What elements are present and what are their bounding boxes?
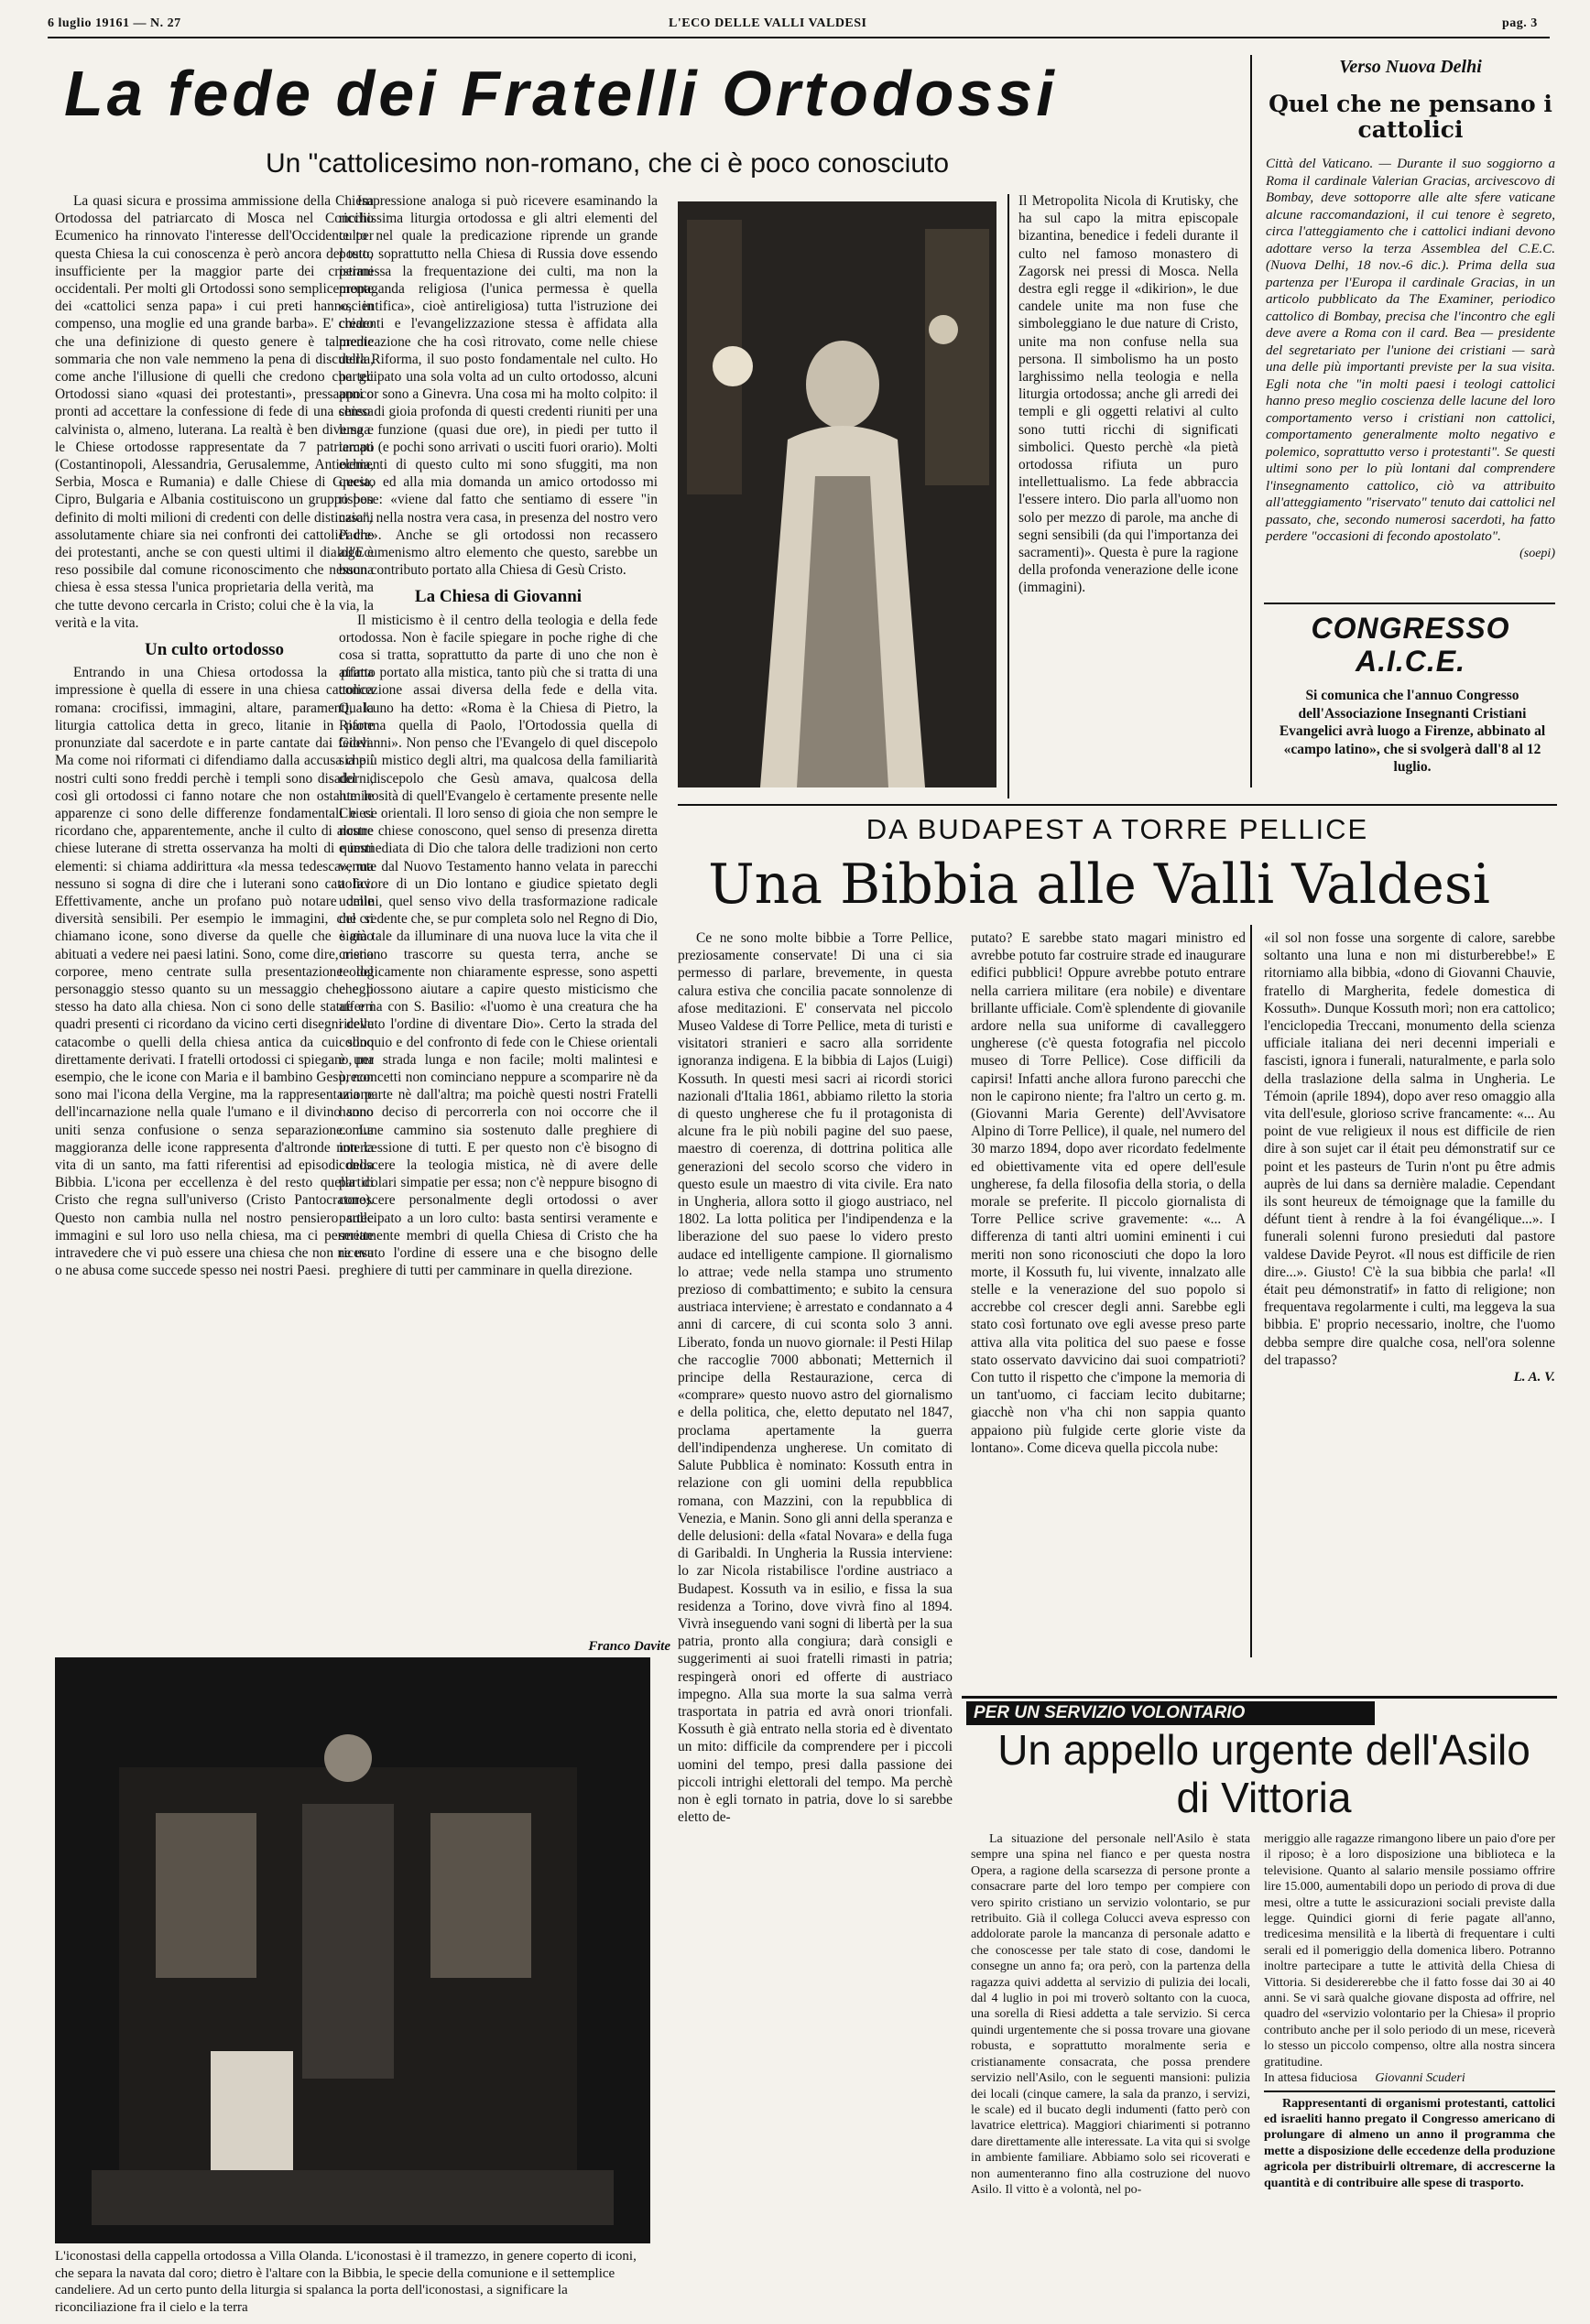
- author-signature: Giovanni Scuderi: [1375, 2071, 1465, 2086]
- article3-title: Un appello urgente dell'Asilo di Vittoria: [997, 1726, 1530, 1821]
- column-divider: [1250, 925, 1252, 1657]
- paragraph: La situazione del personale nell'Asilo è stata sempre una spina nel fianco e per questa nostra Opera, a ragione della scarsezza di persone pronte a consacrare parte del loro tempo per compiere con vero spirito cristiano un servizio volontario, se pur retribuito. Già il collega Colucci aveva espresso con addolorate parole la mancanza di personale adatto e che conoscesse per tale stato di cose, dandomi le consegne un anno fa; ora però, con la partenza della ragazza quivi addetta al servizio di pulizia dei locali, dal 4 luglio in poi mi troverò soltanto con la cuoca, una sorella di Riesi addetta a tale servizio. Si cerca quindi urgentemente che si possa trovare una giovane robusta, e soprattutto moralmente seria e cristianamente consacrata, che possa prendere servizio nell'Asilo, con le seguenti mansioni: pulizia dei locali (cinque camere, la sala da pranzo, i servizi, le scale) ed il bucato degli indumenti (fatto però con lavatrice elettrica). Maggiori chiarimenti si potranno dare direttamente alle interessate. La vita qui si svolge in ambiente familiare. Abbiamo solo sei ricoverati e non aumenteranno fino alla costruzione del nuovo Asilo. Il vitto è a volontà, nel po-: [971, 1832, 1250, 2197]
- metropolitan-image: [678, 201, 996, 787]
- author-signature: Franco Davite: [588, 1639, 670, 1654]
- iconostasis-photo: [55, 1657, 650, 2243]
- column-divider: [1007, 194, 1009, 798]
- paragraph: Ce ne sono molte bibbie a Torre Pellice, preziosamente conservate! Di una ci sia permesso di parlare, brevemente, in questa calura estiva che concilia pacate sonnolenze di afose meditazioni. E' conservata nel piccolo Museo Valdese di Torre Pellice, meta di turisti e visitatori stranieri e sacro alla sorridente ignoranza indigena. E la bibbia di Lajos (Luigi) Kossuth. In questi mesi sacri ai ricordi storici nazionali d'Italia 1861, abbiamo riletto la storia di questo ungherese che fu il protagonista di alcune fra le più nobili pagine del suo paese, maestro di coerenza, di dottrina politica alle generazioni del secolo scorso che videro in questo esule un maestro di vita civile. Era nato in Ungheria, allora sotto il giogo austriaco, nel 1802. La lotta politica per l'indipendenza e la liberazione del suo paese lo videro presto audace ed intelligente campione. Il giornalismo lo attrae; vede nella stampa uno strumento prezioso di combattimento; e subito la censura austriaca interviene; è arrestato e condannato a 4 anni di carcere, di cui sconta solo 3 anni. Liberato, fonda un nuovo giornale: il Pesti Hilap che raccoglie 7000 abbonati; Metternich il principe della Restaurazione, cerca di «comprare» questo nuovo astro del giornalismo e della politica, che, eletto deputato nel 1847, proclama apertamente la guerra dell'indipendenza ungherese. Un comitato di Salute Pubblica è nominato: Kossuth entra in relazione con gli uomini della repubblica romana, con Mazzini, con la repubblica di Venezia, e Manin. Sono gli anni della speranza e delle delusioni: della «fatal Novara» e della fuga di Garibaldi. In Ungheria la Russia interviene: lo zar Nicola ristabilisce l'ordine austriaco a Budapest. Kossuth va in esilio, e fissa la sua residenza a Torino, dove vivrà fino al 1894. Vivrà inseguendo vani sogni di libertà per la sua patria, pronto alla congiura; darà consigli e suggerimenti ai suoi fratelli rimasti in patria; respingerà onori ed offerte di austriaco impegno. Alla sua morte la sua salma verrà trasportata in patria ed avrà onori trionfali. Kossuth è già entrato nella storia ed è diventato un mito: difficile da comprendere per i piccoli uomini del tempo, presi dalla passione dei piccoli intrighi elettorali del tempo. Ma perchè non è egli tornato in patria, dove lo si sarebbe eletto de-: [678, 930, 953, 1826]
- section-rule: [678, 804, 1557, 806]
- iconostasis-caption: L'iconostasi della cappella ortodossa a Villa Olanda. L'iconostasi è il tramezzo, in genere coperto di iconi, che separa la navata dal coro; dietro è l'altare con la Bibbia, le specie della comunione e il settemplice candeliere. Ad un certo punto della liturgia si spalanca la porta dell'iconostasi, a significare la riconciliazione fra il cielo e la terra: [55, 2249, 637, 2315]
- section-heading: Un culto ortodosso: [144, 640, 284, 660]
- author-signature: L. A. V.: [1513, 1370, 1555, 1385]
- section-heading: La Chiesa di Giovanni: [414, 587, 583, 607]
- article3-kicker: PER UN SERVIZIO VOLONTARIO: [966, 1701, 1375, 1725]
- paragraph: Città del Vaticano. — Durante il suo soggiorno a Roma il cardinale Valerian Gracias, arcivescovo di Bombay, deve sottoporre alle alte sfere vaticane alcune raccomandazioni, il cui tenore è segreto, circa l'atteggiamento che i cattolici indiani devono adottare verso la terza Assemblea del C.E.C. (Nuova Delhi, 18 nov.-6 dic.). Prima della sua partenza per l'Europa il cardinale Gracias, in un articolo pubblicato da The Examiner, periodico cattolico di Bombay, precisa che l'incontro che egli deve avere a Roma con il card. Bea — presidente del segretariato per l'unione dei cristiani — sarà una delle più importanti previste per la sua visita. Egli nota che "in molti paesi i teologi cattolici hanno preso meglio coscienza delle lacune del loro comportamento verso i cristiani non cattolici, comportamento generalmente molto negativo e polemico, soprattutto verso i protestanti". Se questi ultimi sono per lo più lontani dal comprendere l'insegnamento cattolico, ciò va attribuito all'atteggiamento "riservato" tenuto dai cattolici nel passato, che, secondo numerosi sacerdoti, ha fatto perdere "occasioni di fecondo apostolato".: [1266, 157, 1555, 544]
- article2-kicker: DA BUDAPEST A TORRE PELLICE: [866, 813, 1369, 845]
- paragraph: Il Metropolita Nicola di Krutisky, che ha sul capo la mitra episcopale bizantina, benedice i fedeli durante il culto nel famoso monastero di Zagorsk nei pressi di Mosca. Nella destra egli regge il «dikirion», le due candele unite ma non fuse che simboleggiano le due nature di Cristo, unite ma non confuse nella sua persona. Il simbolismo ha un posto larghissimo nella teologia e nella liturgia ortodossa; anche gli arredi dei templi e gli oggetti relativi al culto sono tutti ricchi di significati simbolici. Questo perchè «la pietà ortodossa rifiuta un puro intellettualismo. La fede abbraccia l'essere intero. Dio parla all'uomo non solo per mezzo di parole, ma anche di segni sensibili (da qui l'importanza dei sacramenti)». Questa è pure la ragione della profonda venerazione delle icone (immagini).: [1018, 193, 1238, 596]
- closing-line: [1264, 2070, 1555, 2086]
- paragraph: meriggio alle ragazze rimangono libere un paio d'ore per il riposo; è a loro disposizione una biblioteca e la televisione. Quanto al salario mensile possiamo offrire lire 15.000, aumentabili dopo un periodo di prova di due mesi, oltre a tutte le assicurazioni sociali previste dalla legge. Quindici giorni di ferie pagate all'anno, tredicesima mensilità e la libertà di frequentare i culti serali ed il pomeriggio della domenica libero. Potranno inoltre partecipare a tutte le attività della Chiesa di Vittoria. Si desidererebbe che il fatto fosse dai 30 ai 40 anni. Se vi sarà qualche giovane disposta ad offrire, nel quadro del «servizio volontario per la Chiesa» il proprio contributo anche per il solo periodo di un mese, riceverà lo stesso un piccolo compenso, oltre alla nostra sincera gratitudine.: [1264, 1832, 1555, 2069]
- article2-column: [971, 929, 1246, 1457]
- section-rule: [962, 1696, 1557, 1699]
- article3-column: [1264, 1831, 1555, 2191]
- paragraph: «il sol non fosse una sorgente di calore, sarebbe soltanto una luna e non mi disturberebbe!» E ritorniamo alla bibbia, «dono di Giovanni Chauvie, fratello di Margherita, fedele domestica di Kossuth». Dunque Kossuth morì; non era cattolico; l'enciclopedia Treccani, monumento della scienza ufficiale italiana dei neri decenni imperiali e fascisti, ignora i funerali, naturalmente, e parla solo della traslazione della salma in Ungheria. Le Témoin (aprile 1894), dopo aver reso omaggio alla vita dell'esule, glorioso scrive francamente: «... Au point de vue religieux il nous est difficile de rien dire à son sujet car il était peu démonstratif sur ce point et les pasteurs de Turin n'ont pu être admis auprès de lui dans sa dernière maladie. Cependant ils sont heureux de témoignage que la famille du défunt tient à rendre à la foi évangélique...». I funerali solenni furono presieduti dal pastore valdese Davide Peyrot. «Il nous est difficile de rien dire...». Giusto! C'è la sua bibbia che parla! «Il était peu démonstratif» in fatto di religione; non frequentava regolarmente i culti, ma leggeva la sua bibbia. E' proprio necessario, inoltre, che l'uomo debba sempre dire qualche cosa, nell'ora solenne del trapasso?: [1264, 930, 1555, 1368]
- header-rule: [48, 37, 1550, 38]
- paragraph: putato? E sarebbe stato magari ministro ed avrebbe potuto far costruire strade ed inaugurare edifici pubblici! Oppure avrebbe potuto entrare nella carriera militare (era nobile) e diventare brillante ufficiale. Com'è splendente di giovanile ardore nella sua uniforme di cavalleggero ungherese (c'è questa fotografia nel piccolo museo di Torre Pellice). Cose difficili da capirsi! Infatti anche allora furono parecchi che non le capirono niente; fra l'altro un certo g. m. (Giovanni Maria Gerente) dell'Avvisatore Alpino di Torre Pellice), il quale, nel numero del 30 marzo 1894, dopo aver ricordato fedelmente ed obiettivamente vita ed opere dell'esule ungherese, fa della filosofia della storia, o della morale se preferite. Il piccolo giornalista di Torre Pellice scrive gravemente: «... A differenza di tanti altri uomini eminenti i cui meriti non sono riconosciuti che dopo la loro morte, il Kossuth fu, lui vivente, innalzato alle stelle e la venerazione del suo popolo si accrebbe col crescer degli anni. Sarebbe egli stato così fortunato ove egli avesse preso parte attiva alla vita politica del suo paese e fosse stato osservato davvicino dai suoi compatrioti? Con tutto il rispetto che c'impone la memoria di un tant'uomo, ci facciam lecito dubitarne; giacchè non v'ha chi non sappia quanto appaiono più fulgide certe glorie viste da lontano». Come diceva quella piccola nube:: [971, 930, 1246, 1456]
- column-divider: [1250, 55, 1252, 787]
- congress-body: Si comunica che l'annuo Congresso dell'Associazione Insegnanti Cristiani Evangelici avrà luogo a Firenze, abbinato al «campo latino», che si svolgerà dall'8 al 12 luglio.: [1279, 688, 1546, 775]
- iconostasis-image: [55, 1657, 650, 2243]
- page-number: pag. 3: [1502, 16, 1538, 30]
- metropolitan-photo: [678, 201, 996, 787]
- footnote: Rappresentanti di organismi protestanti, cattolici ed israeliti hanno pregato il Congresso americano di prolungare di almeno un anno il programma che mette a disposizione delle eccedenze della produzione agricola per distribuirli oltremare, di accrescerne la quantità e di contribuire alle spese di trasporto.: [1264, 2096, 1555, 2190]
- paragraph: Il misticismo è il centro della teologia e della fede ortodossa. Non è facile spiegare in poche righe di che cosa si tratta, soprattutto da parte di uno che non è affatto portato alla mistica, tanto più che si tratta di una concezione assai diversa della fede e della vita. Qualcuno ha detto: «Roma è la Chiesa di Pietro, la Riforma quella di Paolo, l'Ortodossia quella di Giovanni». Non penso che l'Evangelo di quel discepolo sia più mistico degli altri, ma qualcosa della familiarità del discepolo che Gesù amava, qualcosa della luminosità di quell'Evangelo è certamente presente nelle Chiese orientali. Il loro senso di gioia che non sempre le nostre chiese conoscono, quel senso di presenza diretta e immediata di Dio che talora delle tradizioni non certo venute dal Nuovo Testamento hanno velata in parecchi a favore di un Dio lontano e giudice spietato degli uomini, quel senso vivo della trasformazione radicale del credente che, se pur completa solo nel Regno di Dio, è già tale da illuminare di una nuova luce la vita che il cristiano trascorre su questa terra, anche se teologicamente non chiaramente espresse, sono aspetti che possono aiutare a capire questo misticismo che afferma con S. Basilio: «l'uomo è una creatura che ha ricevuto l'ordine di diventare Dio». Certo la strada del colloquio e del confronto di fede con le Chiese orientali è una strada lunga e non facile; molti malintesi e preconcetti non cominciano neppure a scomparire nè da una parte nè dall'altra; ma poichè questi nostri Fratelli hanno deciso di percorrerla con noi occorre che il comune cammino sia sostenuto dalle preghiere di intercessione di tutti. E per questo non c'è bisogno di conoscere la teologia mistica, nè di avere delle particolari simpatie per essa; non c'è neppure bisogno di conoscere personalmente degli ortodossi o aver partecipato a un loro culto: basta sentirsi veramente e seriamente membri di quella Chiesa di Cristo che ha ricevuto l'ordine di essere una e che bisogno delle preghiere di tutti per camminare in quella direzione.: [339, 612, 658, 1279]
- article-body-column: [55, 192, 374, 1279]
- paragraph: Impressione analoga si può ricevere esaminando la ricchissima liturgia ortodossa e gli altri elementi del culto nel quale la predicazione riprende un grande posto, soprattutto nella Chiesa di Russia dove essendo permessa la frequentazione dei culti, ma non la propaganda religiosa (l'unica permessa è quella «scientifica», cioè antireligiosa) tutta l'istruzione dei credenti e l'evangelizzazione stessa è affidata alla predicazione che ha così ritrovato, come nelle chiese della Riforma, il suo posto fondamentale nel culto. Ho partecipato una sola volta ad un culto ortodosso, alcuni anni or sono a Ginevra. Una cosa mi ha molto colpito: il senso di gioia profonda di questi credenti riuniti per una lunga funzione (quasi due ore), in piedi per tutto il tempo (e pochi sono arrivati o usciti fuori orario). Molti elementi di questo culto mi sono sfuggiti, ma non questo ed alla mia domanda un amico ortodosso mi rispose: «viene dal fatto che sentiamo di essere "in casa", nella nostra vera casa, in presenza del nostro vero Padre». Anche se gli ortodossi non recassero all'Ecumenismo altro elemento che questo, sarebbe un buon contributo portato alla Chiesa di Gesù Cristo.: [339, 193, 658, 579]
- sidebar-kicker: Verso Nuova Delhi: [1339, 57, 1482, 77]
- article2-column: [678, 929, 953, 1826]
- congress-title: CONGRESSO A.I.C.E.: [1311, 612, 1510, 678]
- paragraph: Entrando in una Chiesa ortodossa la prima impressione è quella di essere in una chiesa cattolica romana: crocifissi, immagini, altare, paramenti, la liturgia cattolica detta in greco, litanie in parte pronunziate dal sacerdote e in parte cantate dai fedeli. Ma come noi riformati ci difendiamo dalla accusa che i nostri culti sono freddi perchè i templi sono disadorni, così gli ortodossi ci fanno notare che non ostante le apparenze ci sono delle differenze fondamentali e ci ricordano che, apparentemente, anche il culto di alcune chiese luterane di stretta osservanza ha molti di questi elementi: si chiama addirittura «la messa tedesca», ma nessuno si sogna di dire che i luterani sono cattolici. Effettivamente, anche un profano può notare delle diversità sensibili. Per esempio le immagini, che si chiamano icone, sono diverse da quelle che siamo abituati a vedere nei paesi latini. Sono, come dire, meno corporee, meno centrate sulla presentazione del personaggio stesso quanto su un messaggio che egli stesso ha dato alla chiesa. Non ci sono delle statue e i quadri presenti ci ricordano da vicino certi disegni delle catacombe o quelli della chiesa antica da cui sono direttamente derivati. I fratelli ortodossi ci spiegano, per esempio, che le icone con Maria e il bambino Gesù, non sono mai l'icona della Vergine, ma la rappresentazione dell'incarnazione nella quale l'umano e il divino sono uniti senza confusione o senza separazione. La maggioranza delle icone rappresenta d'altronde non la vita di un santo, ma fatti riferentisi ad episodi della Bibbia. L'icona per eccellenza è del resto quella di Cristo che regna sull'universo (Cristo Pantocratore). Questo non cambia nulla nel nostro pensiero sulle immagini e sul loro uso nella chiesa, ma ci permette intravedere che vi può essere una chiesa che non ne usa o ne abusa come succede spesso nei nostri Paesi.: [55, 665, 374, 1279]
- section-rule: [1264, 603, 1555, 604]
- article3-column: [971, 1831, 1250, 2198]
- sidebar-body: [1266, 156, 1555, 562]
- article-body-column: [339, 192, 658, 1279]
- article-subtitle: Un "cattolicesimo non-romano, che ci è poco conosciuto: [266, 148, 950, 179]
- issue-date: 6 luglio 19161 — N. 27: [48, 16, 181, 30]
- section-rule: [1264, 2091, 1555, 2092]
- article2-title: Una Bibbia alle Valli Valdesi: [708, 852, 1490, 917]
- newspaper-name: L'ECO DELLE VALLI VALDESI: [669, 16, 867, 30]
- sidebar-title: Quel che ne pensano i cattolici: [1269, 91, 1552, 143]
- article2-column: [1264, 929, 1555, 1386]
- photo-caption-metropolitan: [1018, 192, 1238, 597]
- paragraph: La quasi sicura e prossima ammissione della Chiesa Ortodossa del patriarcato di Mosca nel Concilio Ecumenico ha rinnovato l'interesse dell'Occidente per questa Chiesa la cui conoscenza è però ancora del tutto insufficiente per la maggior parte dei cristiani occidentali. Per molti gli Ortodossi sono semplicemente dei «cattolici senza papa» i cui preti hanno, in compenso, una moglie ed una grande barba». E' chiaro che una definizione di questo genere è talmente sommaria che non vale nemmeno la pena di discuterla, come anche l'illusione di quelli che credono che gli Ortodossi siano «quasi dei protestanti», pressappoco pronti ad accettare la confessione di fede di una chiesa calvinista o, almeno, luterana. La realtà è ben diversa e le Chiese ortodosse rappresentate da 7 patriarcati (Costantinopoli, Alessandria, Gerusalemme, Antiochia, Serbia, Mosca e Rumania) e dalle Chiese di Grecia, Cipro, Bulgaria e Albania costituiscono un gruppo ben definito di molti milioni di credenti con delle distinzioni assolutamente chiare sia nei confronti dei cattolici che dei protestanti, anche se con questi ultimi il dialogo è reso possibile dal comune riconoscimento che nessuna chiesa è essa stessa l'unica proprietaria della verità, ma che tutte devono cercarla in Cristo; colui che è la via, la verità e la vita.: [55, 193, 374, 631]
- article-title: La fede dei Fratelli Ortodossi: [64, 58, 1058, 129]
- closing-text: In attesa fiduciosa: [1264, 2071, 1357, 2086]
- sidebar-source: (soepi): [1519, 546, 1555, 560]
